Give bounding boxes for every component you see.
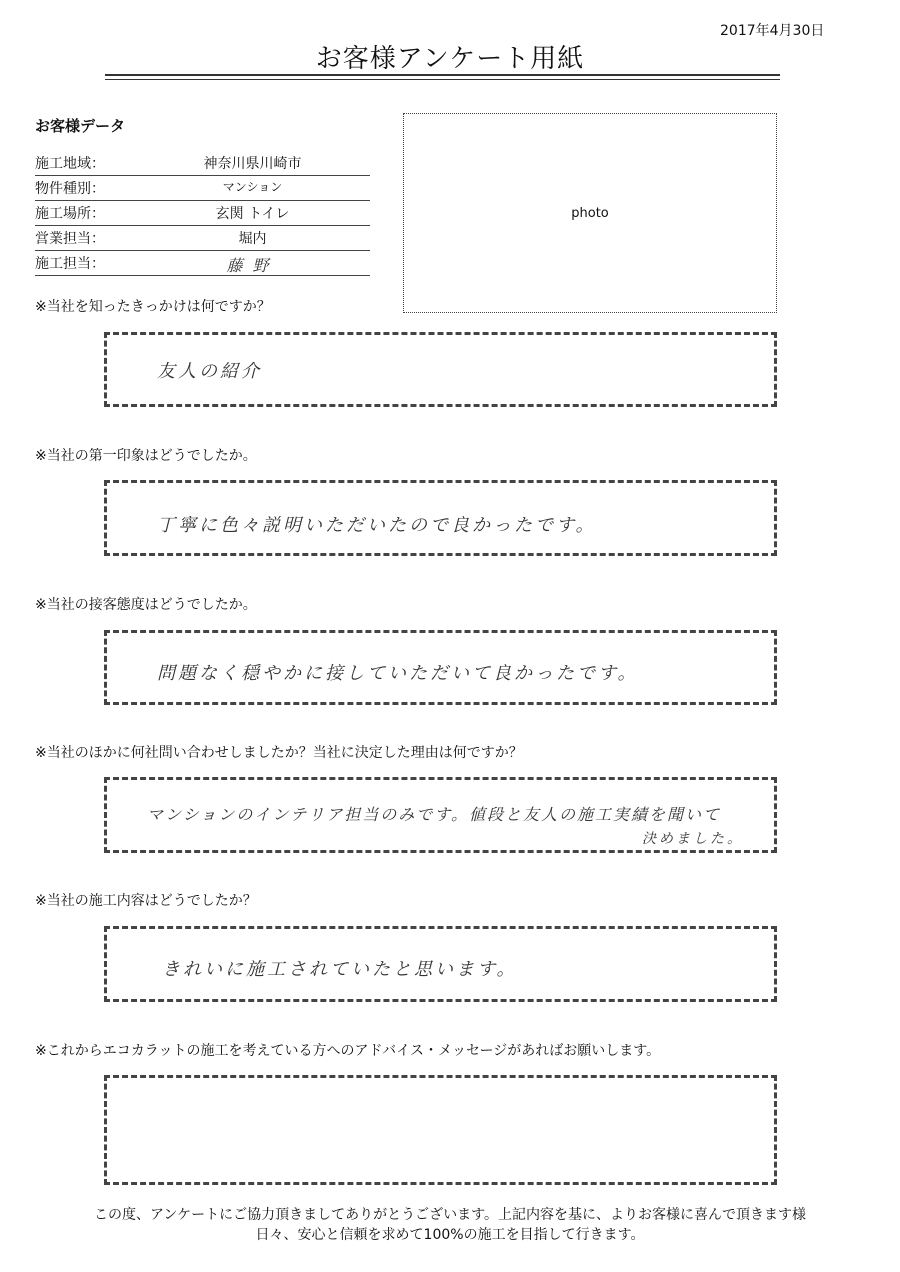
answer-box-2	[104, 480, 777, 556]
row-label: 施工場所：	[35, 206, 105, 222]
answer-box-5	[104, 926, 777, 1002]
answer-5-text: きれいに施工されていたと思います。	[162, 959, 518, 980]
row-value: 玄関 トイレ	[215, 206, 290, 222]
survey-date: 2017年4月30日	[720, 23, 825, 39]
page-title: お客様アンケート用紙	[315, 44, 585, 74]
answer-box-1	[104, 332, 777, 407]
row-label: 施工地域：	[35, 156, 105, 172]
title-divider	[105, 74, 780, 76]
question-4: ※当社のほかに何社問い合わせしましたか？当社に決定した理由は何ですか？	[35, 745, 523, 761]
customer-row-sales-rep	[35, 225, 370, 251]
answer-3-text: 問題なく穏やかに接していただいて良かったです。	[157, 663, 639, 684]
row-value-handwritten: 藤野	[226, 256, 279, 275]
question-5: ※当社の施工内容はどうでしたか？	[35, 893, 257, 909]
answer-box-4	[104, 777, 777, 853]
row-value: 神奈川県川崎市	[203, 156, 302, 172]
answer-1-text: 友人の紹介	[157, 361, 262, 382]
customer-row-installer	[35, 250, 370, 276]
answer-box-6	[104, 1075, 777, 1185]
footer-line-1: この度、アンケートにご協力頂きましてありがとうございます。上記内容を基に、よりお客様に喜んで頂きます様	[93, 1207, 807, 1223]
question-1: ※当社を知ったきっかけは何ですか？	[35, 299, 271, 315]
row-value: 堀内	[238, 231, 267, 247]
row-label: 営業担当：	[35, 231, 105, 247]
customer-row-property-type	[35, 175, 370, 201]
row-value: マンション	[222, 180, 283, 194]
answer-4-text: マンションのインテリア担当のみです。値段と友人の施工実績を聞いて	[147, 805, 722, 824]
answer-box-3	[104, 630, 777, 705]
customer-data-heading: お客様データ	[35, 117, 126, 135]
photo-label: photo	[571, 205, 609, 221]
question-6: ※これからエコカラットの施工を考えている方へのアドバイス・メッセージがあればお願いします。	[35, 1043, 661, 1059]
customer-row-area	[35, 150, 370, 176]
answer-2-text: 丁寧に色々説明いただいたので良かったです。	[157, 515, 597, 536]
row-label: 施工担当：	[35, 256, 105, 272]
footer-line-2: 日々、安心と信頼を求めて100%の施工を目指して行きます。	[255, 1227, 645, 1243]
photo-placeholder	[403, 113, 777, 313]
title-divider-thin	[105, 79, 780, 80]
customer-row-location	[35, 200, 370, 226]
answer-4-text-continued: 決めました。	[642, 831, 744, 847]
question-3: ※当社の接客態度はどうでしたか。	[35, 597, 257, 613]
question-2: ※当社の第一印象はどうでしたか。	[35, 448, 257, 464]
row-label: 物件種別：	[35, 181, 105, 197]
